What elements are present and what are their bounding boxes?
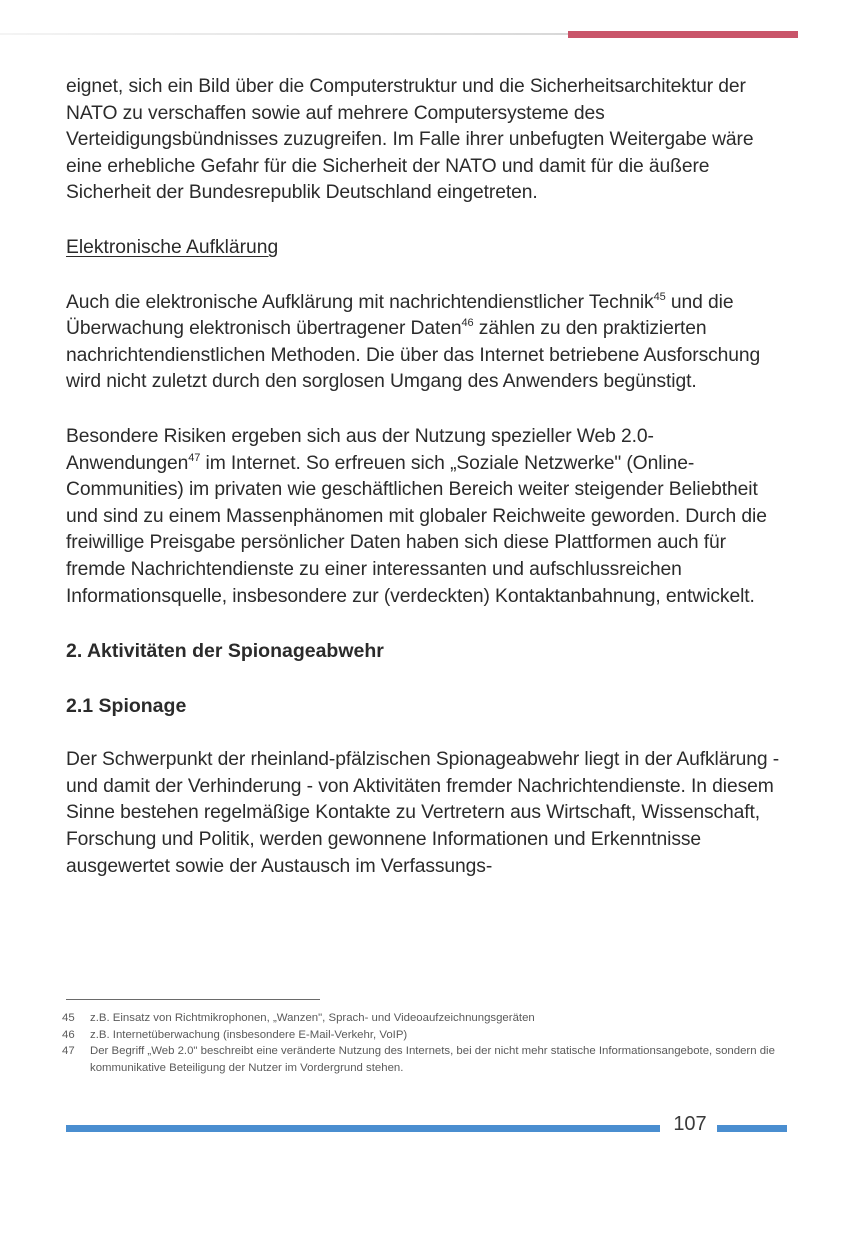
footnote-ref-47: 47 <box>188 451 201 464</box>
footnote-ref-46: 46 <box>461 317 474 330</box>
main-content <box>66 74 786 880</box>
footnote-divider <box>66 999 320 1000</box>
footnote-item <box>62 1043 792 1076</box>
footnote-text: z.B. Internetüberwachung (insbesondere E-Mail-Verkehr, VoIP) <box>90 1028 408 1041</box>
footnote-ref-45: 45 <box>653 290 666 303</box>
header-rule-gray <box>0 33 568 35</box>
paragraph-intro: eignet, sich ein Bild über die Computerstruktur und die Sicherheitsarchitektur der NATO zu verschaffen sowie auf mehrere Computersysteme des Verteidigungsbündnisses zuzugreifen. Im Falle ihrer unbefugten Weitergabe wäre eine erhebliche Gefahr für die Sicherheit der NATO und damit für die äußere Sicherheit der Bundesrepublik Deutschland eingetreten. <box>66 76 754 204</box>
heading-spionageabwehr: 2. Aktivitäten der Spionageabwehr <box>66 640 384 663</box>
paragraph-spionage: Der Schwerpunkt der rheinland-pfälzischen Spionageabwehr liegt in der Aufklärung - und damit der Verhinderung - von Aktivitäten fremder Nachrichtendienste. In diesem Sinne bestehen regelmäßige Kontakte zu Vertretern aus Wirtschaft, Wissenschaft, Forschung und Politik, werden gewonnene Informationen und Erkenntnisse ausgewertet sowie der Austausch im Verfassungs- <box>66 749 780 877</box>
footer-rule-right <box>717 1125 787 1132</box>
text-segment: und die Überwachung elektronisch übertragener Daten <box>66 291 734 340</box>
page-number: 107 <box>673 1113 707 1135</box>
heading-spionage: 2.1 Spionage <box>66 694 187 717</box>
footnote-number: 47 <box>62 1045 75 1058</box>
text-segment: Auch die elektronische Aufklärung mit nachrichtendienstlicher Technik <box>66 291 654 313</box>
subheading-elektronische-aufklaerung: Elektronische Aufklärung <box>66 236 279 258</box>
footer-rule-left <box>66 1125 660 1132</box>
text-segment: im Internet. So erfreuen sich „Soziale Netzwerke" (Online-Communities) im privaten wie geschäftlichen Bereich weiter steigender Beliebtheit und sind zu einem Massenphänomen mit globaler Reichweite geworden. Durch die freiwillige Preisgabe persönlicher Daten haben sich diese Plattformen auch für fremde Nachrichtendienste zu einer interessanten und aufschlussreichen Informationsquelle, insbesondere zur (verdeckten) Kontaktanbahnung, entwickelt. <box>66 452 767 607</box>
footnote-number: 46 <box>62 1028 75 1041</box>
text-segment: Besondere Risiken ergeben sich aus der Nutzung spezieller Web 2.0-Anwendungen <box>66 425 654 474</box>
footnote-number: 45 <box>62 1012 75 1024</box>
text-segment: zählen zu den praktizierten nachrichtendienstlichen Methoden. Die über das Internet betriebene Ausforschung wird nicht zuletzt durch den sorglosen Umgang des Anwenders begünstigt. <box>66 318 761 393</box>
header-rule-accent <box>568 31 798 38</box>
footnote-item <box>62 1027 792 1044</box>
footnote-text: z.B. Einsatz von Richtmikrophonen, „Wanzen", Sprach- und Videoaufzeichnungsgeräten <box>90 1012 535 1024</box>
footnote-item <box>62 1010 792 1027</box>
paragraph-web20-risiken <box>66 424 786 610</box>
footnotes <box>62 1010 792 1076</box>
footnote-text: Der Begriff „Web 2.0" beschreibt eine veränderte Nutzung des Internets, bei der nicht mehr statische Informationsangebote, sondern die kommunikative Beteiligung der Nutzer im Vordergrund stehen. <box>90 1045 775 1074</box>
paragraph-elektronische-aufklaerung <box>66 290 786 396</box>
